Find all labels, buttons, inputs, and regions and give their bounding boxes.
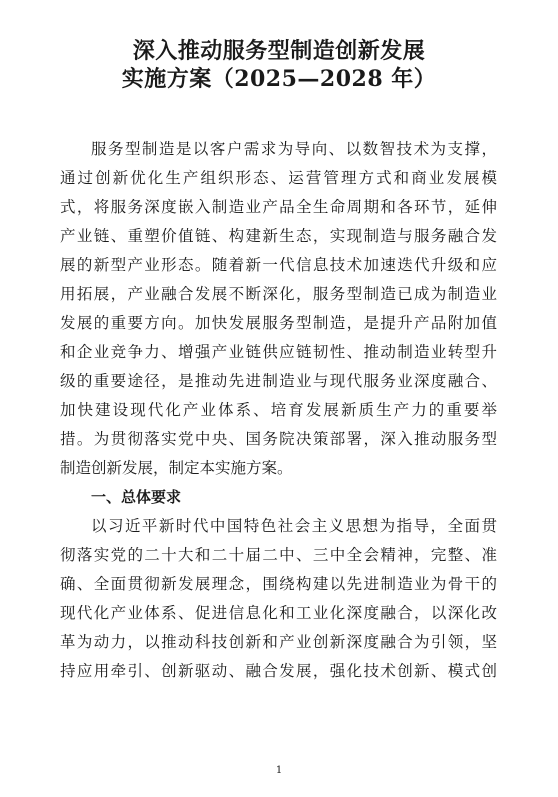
document-title-line2: 实施方案（2025—2028 年） (121, 66, 437, 92)
paragraph-line: 发展的重要方向。加快发展服务型制造，是提升产品附加值 (60, 314, 497, 332)
paragraph-line: 通过创新优化生产组织形态、运营管理方式和商业发展模 (60, 169, 497, 187)
document-body (60, 135, 497, 686)
paragraph-line: 持应用牵引、创新驱动、融合发展，强化技术创新、模式创 (60, 662, 497, 680)
paragraph-line: 确、全面贯彻新发展理念，围绕构建以先进制造业为骨干的 (60, 575, 497, 593)
paragraph-line: 产业链、重塑价值链、构建新生态，实现制造与服务融合发 (60, 227, 497, 245)
paragraph-line: 彻落实党的二十大和二十届二中、三中全会精神，完整、准 (60, 546, 497, 564)
paragraph-line: 服务型制造是以客户需求为导向、以数智技术为支撑， (91, 140, 497, 158)
paragraph-line: 用拓展，产业融合发展不断深化，服务型制造已成为制造业 (60, 285, 497, 303)
paragraph-line: 级的重要途径，是推动先进制造业与现代服务业深度融合、 (60, 372, 497, 390)
paragraph-line: 革为动力，以推动科技创新和产业创新深度融合为引领，坚 (60, 633, 497, 651)
paragraph-line: 以习近平新时代中国特色社会主义思想为指导，全面贯 (91, 517, 497, 535)
paragraph-line: 现代化产业体系、促进信息化和工业化深度融合，以深化改 (60, 604, 497, 622)
page-number: 1 (275, 765, 283, 776)
document-title-line1: 深入推动服务型制造创新发展 (132, 38, 426, 64)
section-heading: 一、总体要求 (91, 488, 182, 506)
paragraph-line: 展的新型产业形态。随着新一代信息技术加速迭代升级和应 (60, 256, 497, 274)
paragraph-line: 制造创新发展，制定本实施方案。 (60, 459, 293, 477)
paragraph-line: 措。为贯彻落实党中央、国务院决策部署，深入推动服务型 (60, 430, 497, 448)
paragraph-line: 和企业竞争力、增强产业链供应链韧性、推动制造业转型升 (60, 343, 497, 361)
paragraph-line: 式，将服务深度嵌入制造业产品全生命周期和各环节，延伸 (60, 198, 497, 216)
paragraph-line: 加快建设现代化产业体系、培育发展新质生产力的重要举 (60, 401, 497, 419)
